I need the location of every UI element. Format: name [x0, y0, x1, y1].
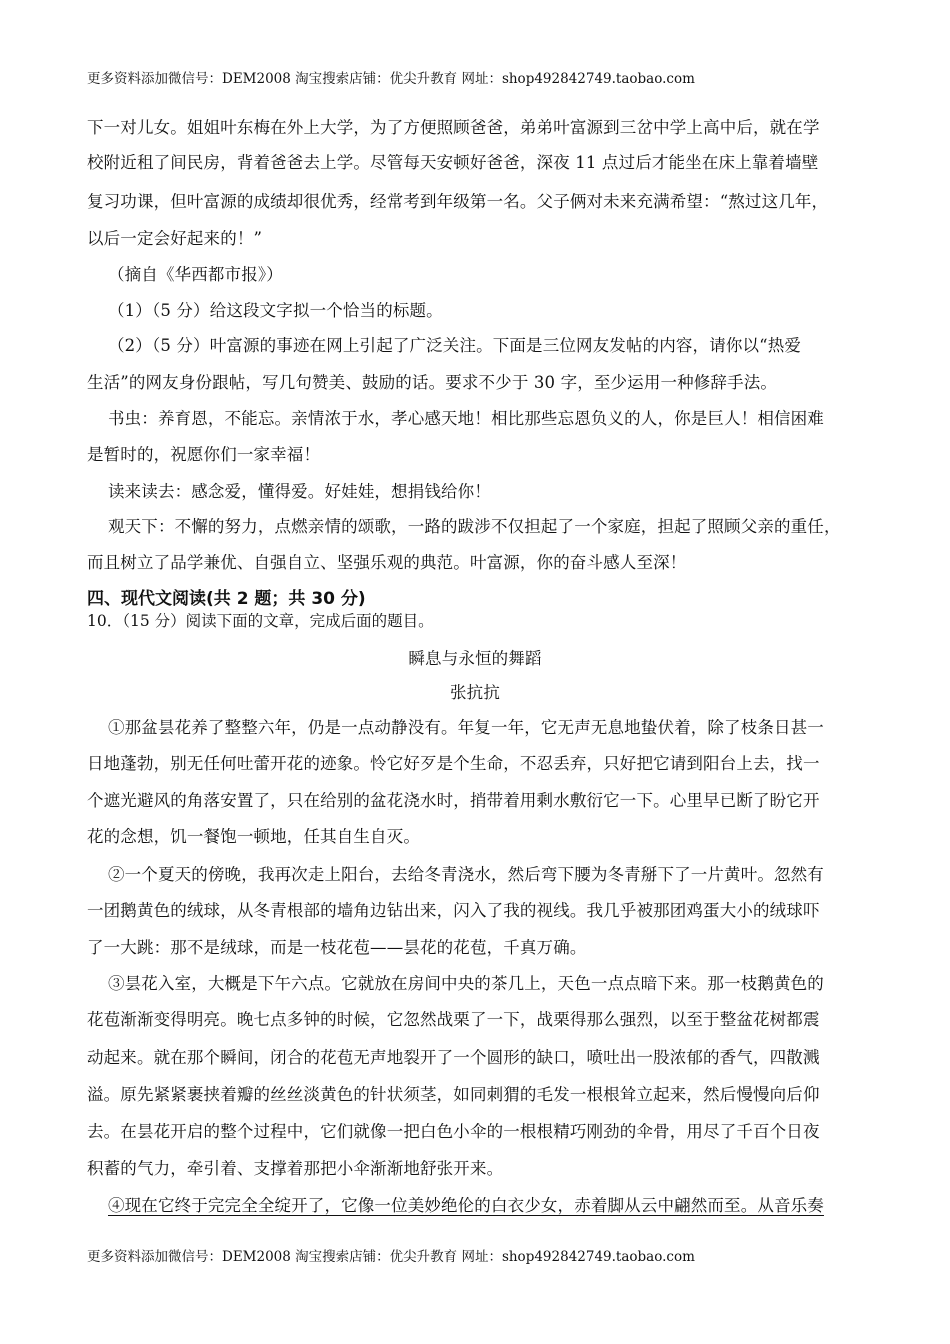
- article-paragraph-line: ②一个夏天的傍晚，我再次走上阳台，去给冬青浇水，然后弯下腰为冬青掰下了一片黄叶。忽然有: [108, 865, 824, 884]
- netizen-post-line: 观天下：不懈的努力，点燃亲情的颂歌，一路的跋涉不仅担起了一个家庭，担起了照顾父亲的重任，: [108, 517, 841, 536]
- article-paragraph-line: 动起来。就在那个瞬间，闭合的花苞无声地裂开了一个圆形的缺口，喷吐出一股浓郁的香气，四散溅: [87, 1048, 820, 1067]
- article-paragraph-line: 了一大跳：那不是绒球，而是一枝花苞——昙花的花苞，千真万确。: [87, 938, 587, 957]
- netizen-post-line: 是暂时的，祝愿你们一家幸福！: [87, 445, 321, 464]
- question-2-line: （2）（5 分）叶富源的事迹在网上引起了广泛关注。下面是三位网友发帖的内容，请你以“热爱: [108, 336, 802, 355]
- question-2-line: 生活”的网友身份跟帖，写几句赞美、鼓励的话。要求不少于 30 字，至少运用一种修辞手法。: [87, 373, 778, 392]
- section-heading: 四、现代文阅读(共 2 题；共 30 分): [87, 589, 366, 609]
- page-footer-note: 更多资料添加微信号：DEM2008 淘宝搜索店铺：优尖升教育 网址：shop492842749.taobao.com: [87, 1249, 695, 1265]
- netizen-post-line: 书虫：养育恩，不能忘。亲情浓于水，孝心感天地！相比那些忘恩负义的人，你是巨人！相信困难: [108, 409, 824, 428]
- passage-line: 复习功课，但叶富源的成绩却很优秀，经常考到年级第一名。父子俩对未来充满希望：“熬过这几年，: [87, 192, 829, 211]
- article-paragraph-line: 日地蓬勃，别无任何吐蕾开花的迹象。怜它好歹是个生命，不忍丢弃，只好把它请到阳台上去，找一: [87, 754, 820, 773]
- question-10: 10．（15 分）阅读下面的文章，完成后面的题目。: [87, 612, 434, 630]
- source-citation: （摘自《华西都市报》）: [108, 265, 283, 284]
- article-author: 张抗抗: [450, 683, 500, 702]
- article-paragraph-line: 一团鹅黄色的绒球，从冬青根部的墙角边钻出来，闪入了我的视线。我几乎被那团鸡蛋大小的绒球吓: [87, 901, 820, 920]
- article-paragraph-line: 去。在昙花开启的整个过程中，它们就像一把白色小伞的一根根精巧刚劲的伞骨，用尽了千百个日夜: [87, 1122, 820, 1141]
- passage-line: 下一对儿女。姐姐叶东梅在外上大学，为了方便照顾爸爸，弟弟叶富源到三岔中学上高中后，就在学: [87, 118, 820, 137]
- question-1: （1）（5 分）给这段文字拟一个恰当的标题。: [108, 301, 443, 320]
- article-paragraph-line: 个遮光避风的角落安置了，只在给别的盆花浇水时，捎带着用剩水敷衍它一下。心里早已断了盼它开: [87, 791, 820, 810]
- article-paragraph-line: 积蓄的气力，牵引着、支撑着那把小伞渐渐地舒张开来。: [87, 1159, 504, 1178]
- article-underlined-line: ④现在它终于完完全全绽开了，它像一位美妙绝伦的白衣少女，赤着脚从云中翩然而至。从音乐奏: [108, 1196, 824, 1215]
- article-paragraph-line: 花苞渐渐变得明亮。晚七点多钟的时候，它忽然战栗了一下，战栗得那么强烈，以至于整盆花树都震: [87, 1010, 820, 1029]
- page-header-note: 更多资料添加微信号：DEM2008 淘宝搜索店铺：优尖升教育 网址：shop492842749.taobao.com: [87, 71, 695, 87]
- article-paragraph-line: 花的念想，饥一餐饱一顿地，任其自生自灭。: [87, 827, 420, 846]
- passage-line: 校附近租了间民房，背着爸爸去上学。尽管每天安顿好爸爸，深夜 11 点过后才能坐在床上靠着墙壁: [87, 153, 819, 172]
- article-paragraph-line: ③昙花入室，大概是下午六点。它就放在房间中央的茶几上，天色一点点暗下来。那一枝鹅黄色的: [108, 974, 824, 993]
- article-paragraph-line: ①那盆昙花养了整整六年，仍是一点动静没有。年复一年，它无声无息地蛰伏着，除了枝条日甚一: [108, 718, 824, 737]
- netizen-post-line: 而且树立了品学兼优、自强自立、坚强乐观的典范。叶富源，你的奋斗感人至深！: [87, 553, 687, 572]
- netizen-post-line: 读来读去：感念爱，懂得爱。好娃娃，想捐钱给你！: [108, 482, 491, 501]
- article-title: 瞬息与永恒的舞蹈: [408, 649, 542, 668]
- article-paragraph-line: 溢。原先紧紧裹挟着瓣的丝丝淡黄色的针状须茎，如同刺猬的毛发一根根耸立起来，然后慢慢向后仰: [87, 1085, 820, 1104]
- passage-line: 以后一定会好起来的！”: [87, 229, 263, 248]
